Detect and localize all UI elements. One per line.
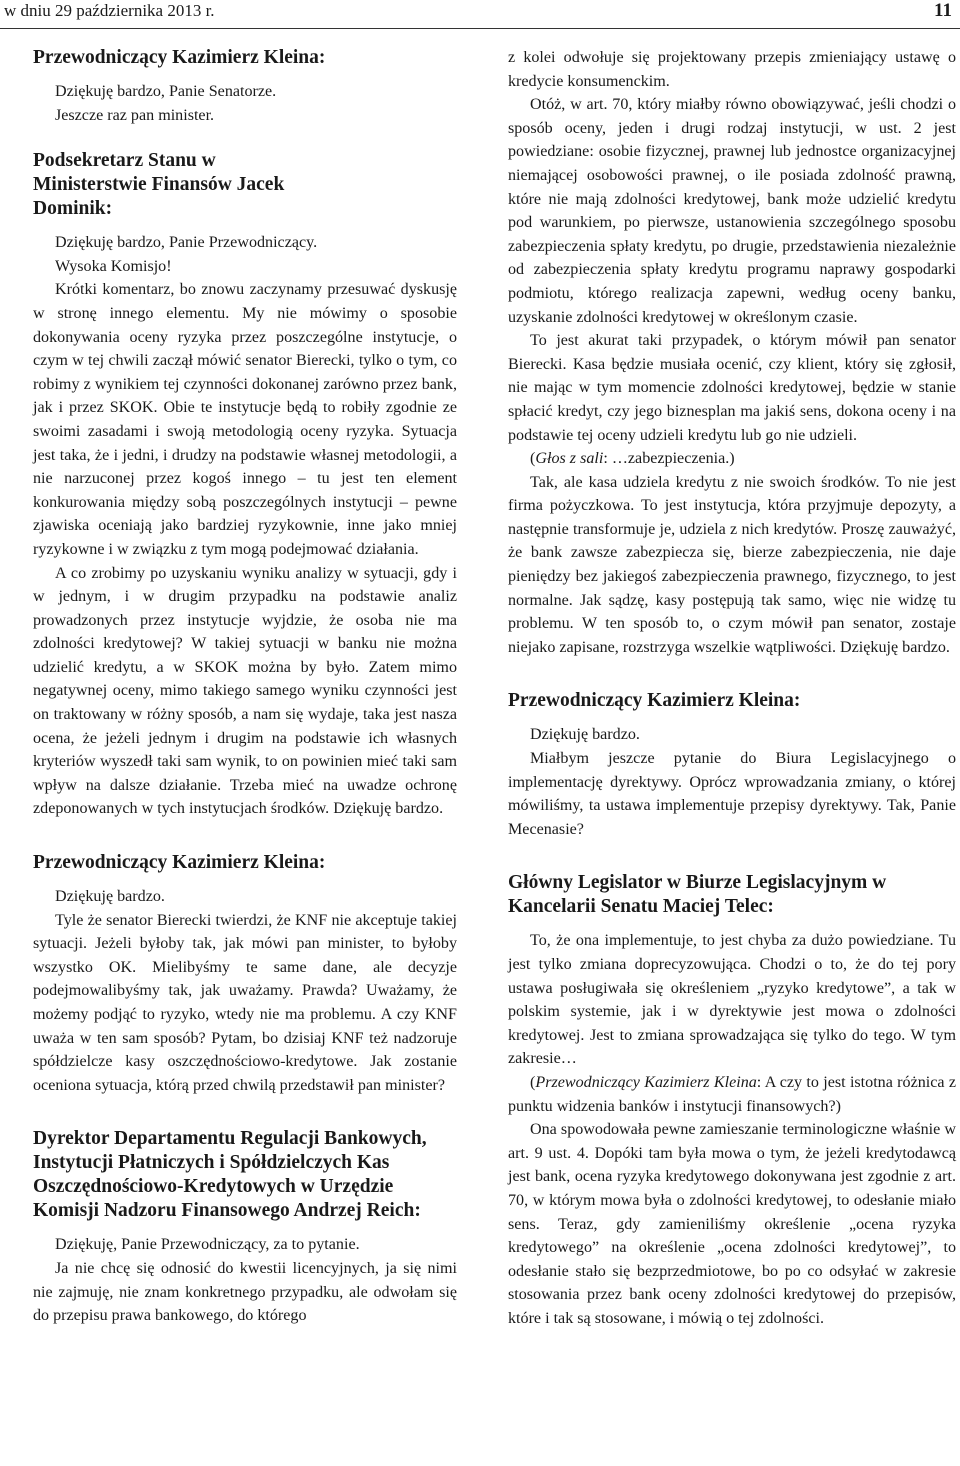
page-header — [0, 0, 960, 30]
page-number: 11 — [934, 0, 952, 21]
speaker-heading: Główny Legislator w Biurze Legislacyjnym w Kancelarii Senatu Maciej Telec: — [508, 872, 887, 918]
paragraph: Dziękuję bardzo, Panie Przewodniczący. — [55, 234, 318, 252]
interjection-text: : …zabezpieczenia.) — [603, 450, 735, 468]
paragraph: Dziękuję, Panie Przewodniczący, za to pytanie. — [55, 1236, 360, 1254]
paragraph: To jest akurat taki przypadek, o którym mówił pan senator Bierecki. Kasa będzie musiała ocenić, czy klient, który się zgłosił, nie mając w tym momencie zdolności kredytowej, będzie w stanie spłacić kredyt, czy jego biznesplan ma jakiś sens, dokona oceny i na podstawie tej oceny udzieli kredytu lub go nie udzieli. — [508, 332, 956, 444]
paragraph: Tyle że senator Bierecki twierdzi, że KNF nie akceptuje takiej sytuacji. Jeżeli byłoby tak, jak mówi pan minister, to byłoby wszystko OK. Mielibyśmy te same dane, ale decyzje podejmowalibyśmy tak, jak uważamy. Prawda? Uważamy, że możemy podjąć to ryzyko, wtedy nie ma problemu. A czy KNF uważa w ten sam sposób? Pytam, bo dzisiaj KNF też nadzoruje spółdzielcze kasy oszczędnościowo-kredytowe. Jak zostanie oceniona sytuacja, którą przed chwilą przedstawił pan minister? — [33, 911, 457, 1094]
paragraph: Ja nie chcę się odnosić do kwestii licencyjnych, ja się nimi nie zajmuję, nie znam konkretnego przypadku, ale odwołam się do przepisu prawa bankowego, do którego — [33, 1259, 457, 1325]
speaker-heading: Przewodniczący Kazimierz Kleina: — [33, 47, 326, 68]
paragraph: Wysoka Komisjo! — [55, 257, 172, 275]
interjection-text: : A czy to jest istotna różnica z punktu widzenia banków i instytucji finansowych?) — [508, 1073, 957, 1115]
paragraph: z kolei odwołuje się projektowany przepis zmieniający ustawę o kredycie konsumenckim. — [508, 49, 956, 90]
header-date: w dniu 29 października 2013 r. — [4, 1, 215, 20]
interjection-speaker: Głos z sali — [535, 450, 604, 468]
left-column — [33, 46, 457, 1328]
paragraph: Otóż, w art. 70, który miałby równo obowiązywać, jeśli chodzi o sposób oceny, jeden i drugi rodzaj instytucji, w ust. 2 jest powiedziane: osobie fizycznej, prawnej lub jednostce organizacyjnej niemającej osobowości prawnej, o ile posiada zdolność prawną, które nie mają zdolności kredytowej, bank może udzielić kredytu pod warunkiem, po pierwsze, ustanowienia szczególnego sposobu zabezpieczenia spłaty kredytu, po drugie, przedstawienia niezależnie od zabezpieczenia spłaty kredytu programu naprawy gospodarki podmiotu, którego realizacja zapewni, według oceny banku, uzyskanie zdolności kredytowej w określonym czasie. — [508, 96, 956, 326]
interjection: (Przewodniczący Kazimierz Kleina: A czy to jest istotna różnica z punktu widzenia banków i instytucji finansowych?) — [508, 1073, 957, 1115]
paragraph: Miałbym jeszcze pytanie do Biura Legislacyjnego o implementację dyrektywy. Oprócz wprowadzania zmiany, o której mówiliśmy, ta ustawa implementuje przepisy dyrektywy. Tak, Panie Mecenasie? — [508, 750, 956, 838]
speaker-heading: Dyrektor Departamentu Regulacji Bankowych, Instytucji Płatniczych i Spółdzielczych Kas Oszczędnościowo-Kredytowych w Urzędzie Komisji Nadzoru Finansowego Andrzej Reich: — [33, 1128, 427, 1222]
paragraph: Tak, ale kasa udziela kredytu z nie swoich środków. To nie jest firma pożyczkowa. To jest instytucja, która przyjmuje depozyty, a następnie transformuje je, udziela z nich kredytów. Proszę zauważyć, że bank zawsze zabezpiecza się, bierze zabezpieczenia, nie daje pieniędzy bez jakiegoś zabezpieczenia prawnego, fizycznego, to jest normalne. Jak sądzę, kasy postępują tak samo, więc nie widzę tu problemu. W ten sposób to, o czym mówił pan senator, zostaje niejako zapisane, rozstrzyga wszelkie wątpliwości. Dziękuję bardzo. — [508, 473, 956, 656]
speaker-heading: Podsekretarz Stanu w Ministerstwie Finansów Jacek Dominik: — [33, 150, 285, 220]
paragraph: Krótki komentarz, bo znowu zaczynamy przesuwać dyskusję w stronę innego elementu. My nie mówimy o sposobie dokonywania oceny ryzyka przez poszczególne instytucje, o czym w tej chwili zaczął mówić senator Bierecki, tylko o tym, co robimy z wynikiem tej czynności dokonanej zarówno przez bank, jak i przez SKOK. Obie te instytucje będą to robiły zgodnie ze swoimi zasadami i swoją metodologią oceny ryzyka. Sytuacja jest taka, że i jedni, i drudzy na podstawie własnej metodologii, a nie narzuconej przez kogoś innego – tu jest ten element konkurowania między sobą poszczególnych instytucji – pewne zjawiska oceniają jako bardziej ryzykownie, inne jako mniej ryzykowne i w związku z tym mogą podejmować działania. — [33, 281, 457, 558]
interjection: (Głos z sali: …zabezpieczenia.) — [530, 450, 735, 468]
paragraph: Jeszcze raz pan minister. — [55, 106, 215, 124]
right-column — [508, 46, 956, 1331]
paragraph: Dziękuję bardzo, Panie Senatorze. — [55, 83, 277, 100]
paragraph: To, że ona implementuje, to jest chyba za dużo powiedziane. Tu jest tylko zmiana doprecyzowująca. Chodzi o to, że do tej pory ustawa posługiwała się określeniem „ryzyko kredytowe”, a tak w polskim systemie, jak i w dyrektywie jest mowa o zdolności kredytowej. Jest to zmiana sprowadzająca się tylko do tego. W tym zakresie… — [508, 932, 956, 1068]
speaker-heading: Przewodniczący Kazimierz Kleina: — [508, 690, 801, 712]
interjection-speaker: Przewodniczący Kazimierz Kleina — [535, 1073, 757, 1091]
header-rule — [0, 28, 960, 29]
paragraph: Dziękuję bardzo. — [530, 726, 640, 744]
paragraph: Ona spowodowała pewne zamieszanie terminologiczne właśnie w art. 9 ust. 4. Dopóki tam była mowa o tym, że jeżeli kredytodawcą jest bank, ocena ryzyka kredytowego dokonywana jest zgodnie z art. 70, w którym mowa była o zdolności kredytowej, to odesłanie miało sens. Teraz, gdy zamieniliśmy określenie „ocena ryzyka kredytowego” na określenie „ocena zdolności kredytowej”, to odesłanie stało się bezprzedmiotowe, bo po co odsyłać w zakresie stosowania przez bank oceny zdolności kredytowej do przepisów, które i tak są stosowane, i mówią o tej zdolności. — [508, 1121, 956, 1327]
paragraph: Dziękuję bardzo. — [55, 888, 165, 906]
paragraph: A co zrobimy po uzyskaniu wyniku analizy w sytuacji, gdy i w jednym, i w drugim przypadku na podstawie analiz prowadzonych przez instytucje wyjdzie, że osoba nie ma zdolności kredytowej? W takiej sytuacji w banku nie można udzielić kredytu, a w SKOK można by było. Zatem mimo negatywnej oceny, mimo takiego samego wyniku czynności jest on traktowany w różny sposób, a nam się wydaje, taka jest nasza ocena, że jeżeli jednym i drugim na podstawie ich własnych kryteriów wyszedł taki sam wynik, to on powinien mieć taki sam wpływ na dalsze działanie. Trzeba mieć na uwadze ochronę zdeponowanych w tych instytucjach środków. Dziękuję bardzo. — [33, 564, 457, 818]
speaker-heading: Przewodniczący Kazimierz Kleina: — [33, 852, 326, 874]
